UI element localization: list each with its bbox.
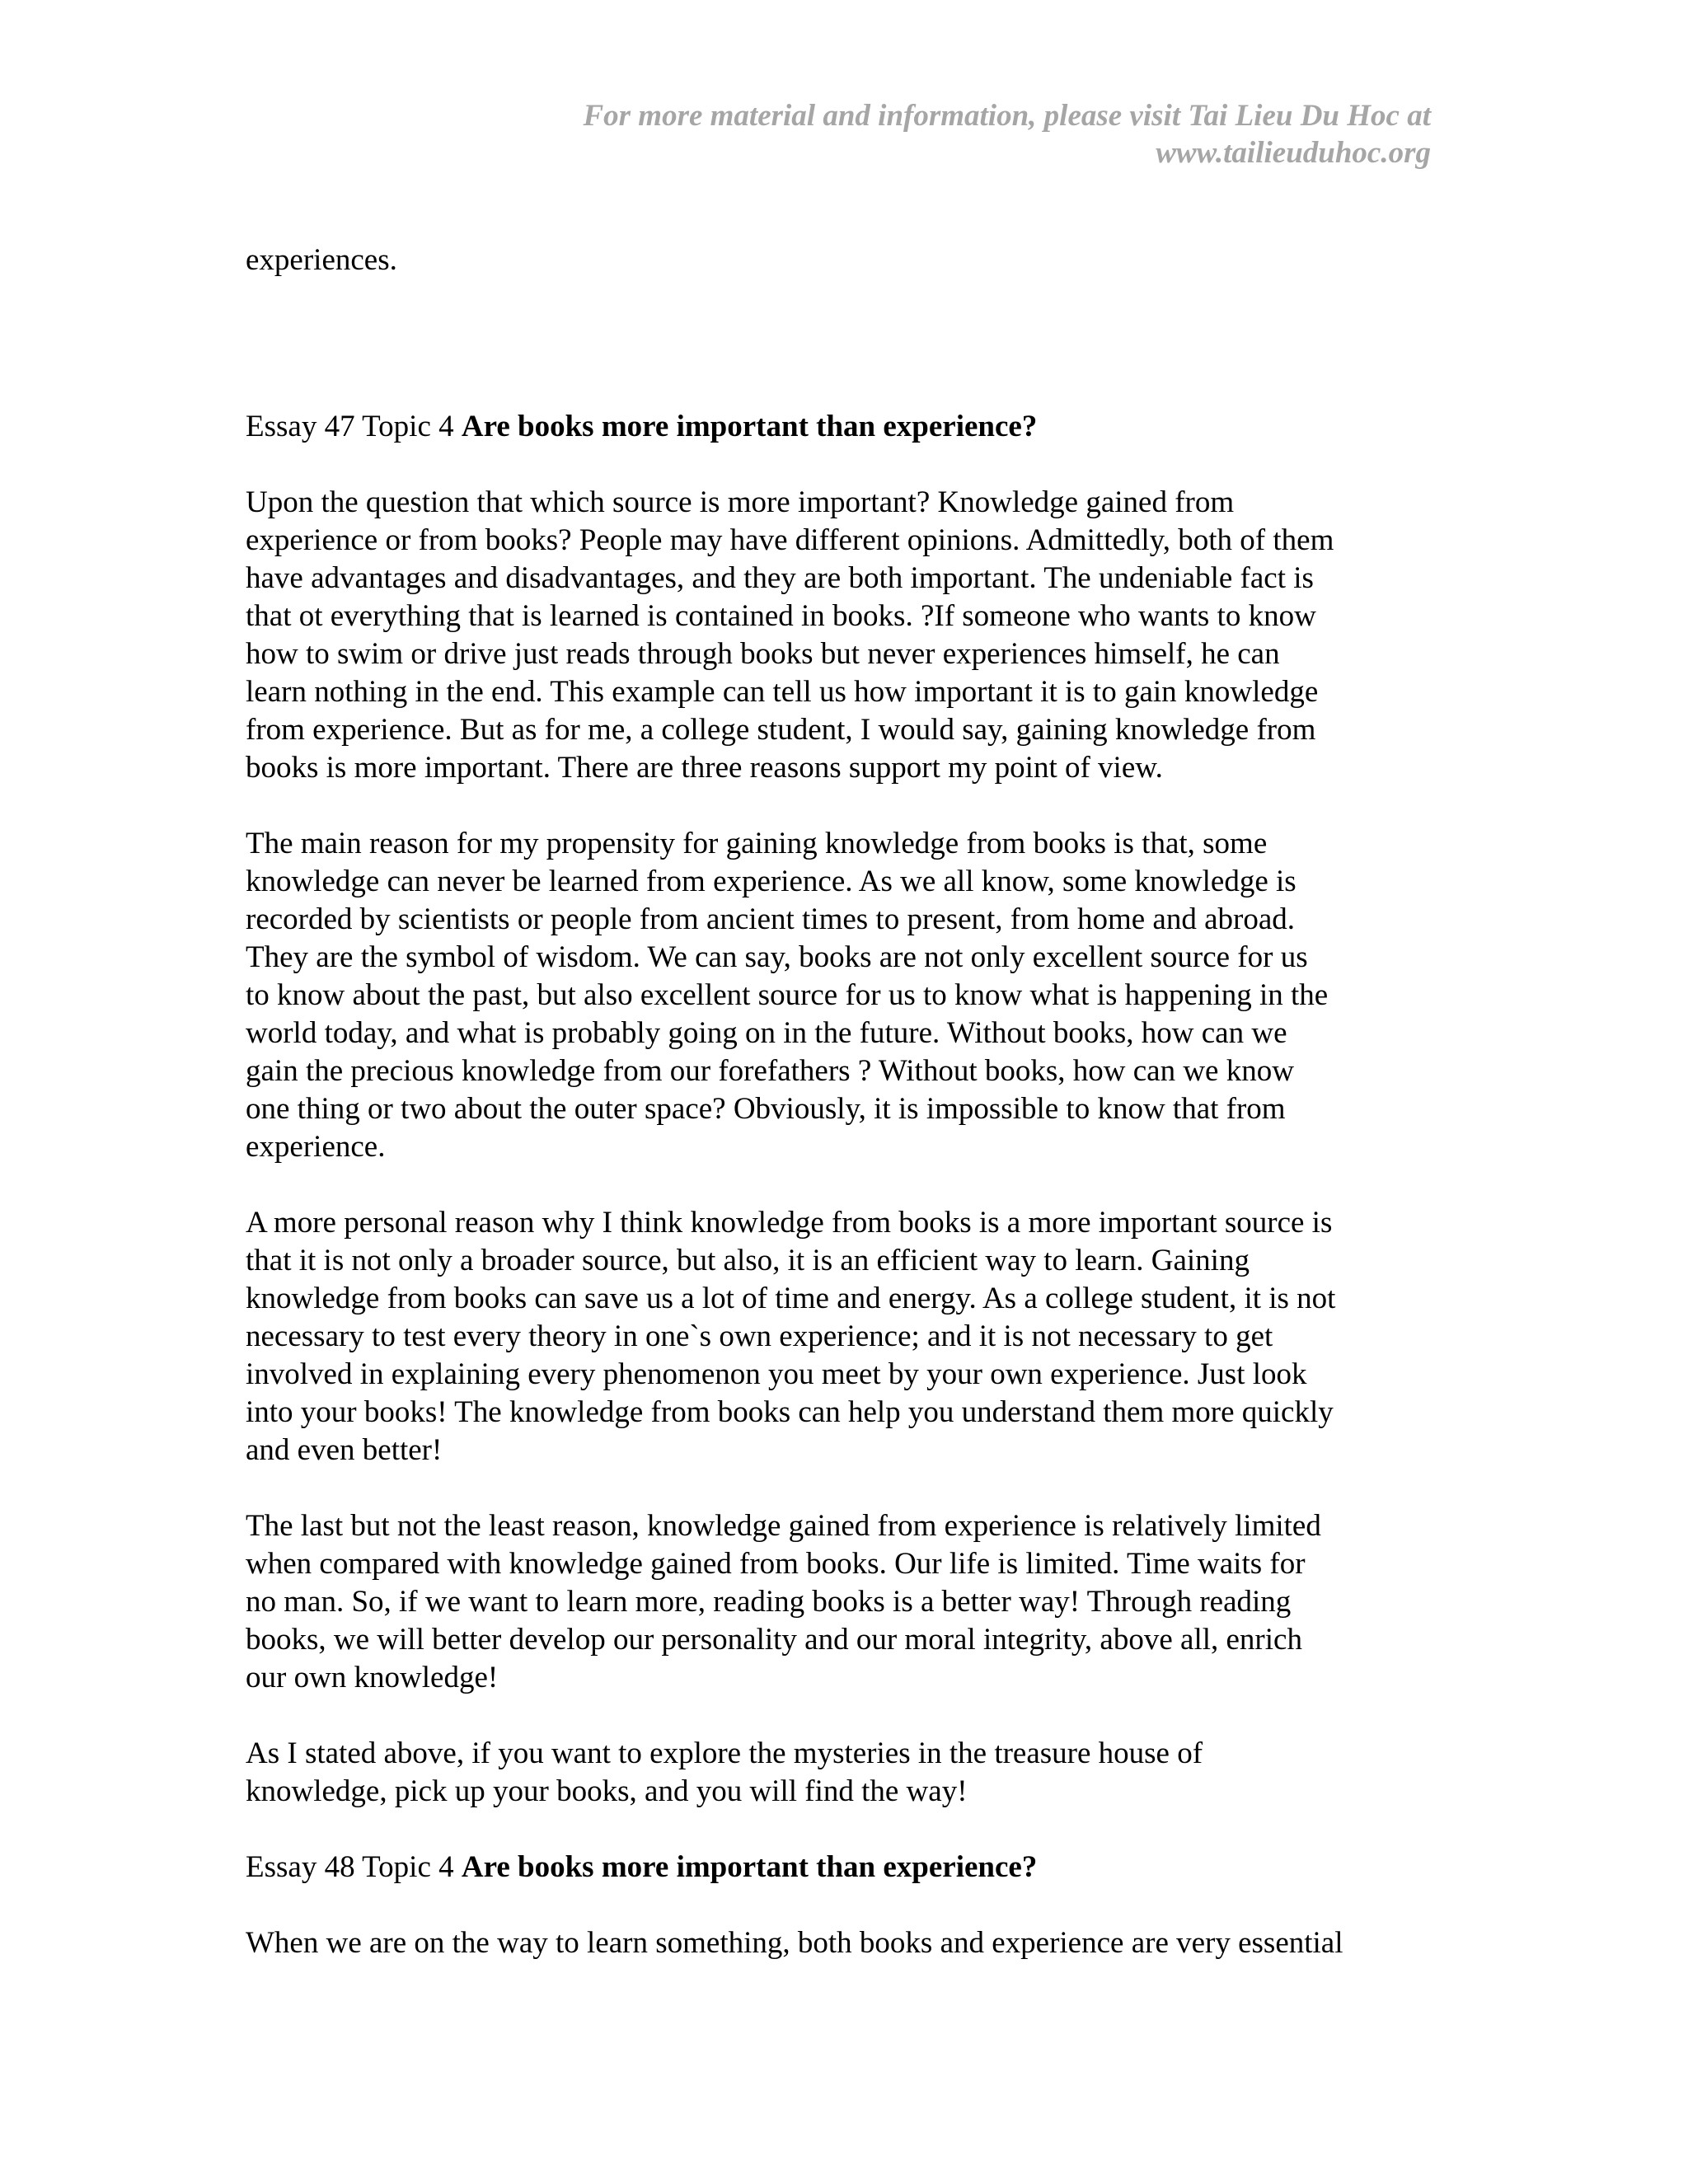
essay-48-paragraph-1: When we are on the way to learn something, both books and experience are very essential (246, 1926, 1343, 1960)
page-header (359, 97, 1431, 171)
essay-48-number: Essay 48 Topic 4 (246, 1850, 462, 1884)
header-url: www.tailieuduhoc.org (1156, 136, 1431, 170)
essay-47-paragraph-1: Upon the question that which source is more important? Knowledge gained from experience or from books? People may have different opinions. Admittedly, both of them have advantages and disadvantages, and they are both important. The undeniable fact is that ot everything that is learned is contained in books. ?If someone who wants to know how to swim or drive just reads through books but never experiences himself, he can learn nothing in the end. This example can tell us how important it is to gain knowledge from experience. But as for me, a college student, I would say, gaining knowledge from books is more important. There are three reasons support my point of view. (246, 485, 1334, 785)
document-body (246, 241, 1432, 2000)
essay-47-paragraph-5: As I stated above, if you want to explore the mysteries in the treasure house of knowledge, pick up your books, and you will find the way! (246, 1736, 1203, 1808)
essay-47-paragraph-2: The main reason for my propensity for gaining knowledge from books is that, some knowledge can never be learned from experience. As we all know, some knowledge is recorded by scientists or people from ancient times to present, from home and abroad. They are the symbol of wisdom. We can say, books are not only excellent source for us to know about the past, but also excellent source for us to know what is happening in the world today, and what is probably going on in the future. Without books, how can we gain the precious knowledge from our forefathers ? Without books, how can we know one thing or two about the outer space? Obviously, it is impossible to know that from experience. (246, 827, 1329, 1164)
essay-47-heading (246, 408, 1432, 446)
previous-essay-fragment: experiences. (246, 243, 397, 277)
essay-47-number: Essay 47 Topic 4 (246, 410, 462, 443)
essay-48-heading (246, 1849, 1432, 1886)
essay-47-paragraph-3: A more personal reason why I think knowledge from books is a more important source is that it is not only a broader source, but also, it is an efficient way to learn. Gaining knowledge from books can save us a lot of time and energy. As a college student, it is not necessary to test every theory in one`s own experience; and it is not necessary to get involved in explaining every phenomenon you meet by your own experience. Just look into your books! The knowledge from books can help you understand them more quickly and even better! (246, 1206, 1336, 1467)
essay-47-paragraph-4: The last but not the least reason, knowledge gained from experience is relatively limited when compared with knowledge gained from books. Our life is limited. Time waits for no man. So, if we want to learn more, reading books is a better way! Through reading books, we will better develop our personality and our moral integrity, above all, enrich our own knowledge! (246, 1509, 1321, 1694)
essay-47-title: Are books more important than experience? (461, 410, 1038, 443)
essay-48-title: Are books more important than experience? (461, 1850, 1038, 1884)
header-line-1: For more material and information, please visit Tai Lieu Du Hoc at (583, 99, 1431, 133)
